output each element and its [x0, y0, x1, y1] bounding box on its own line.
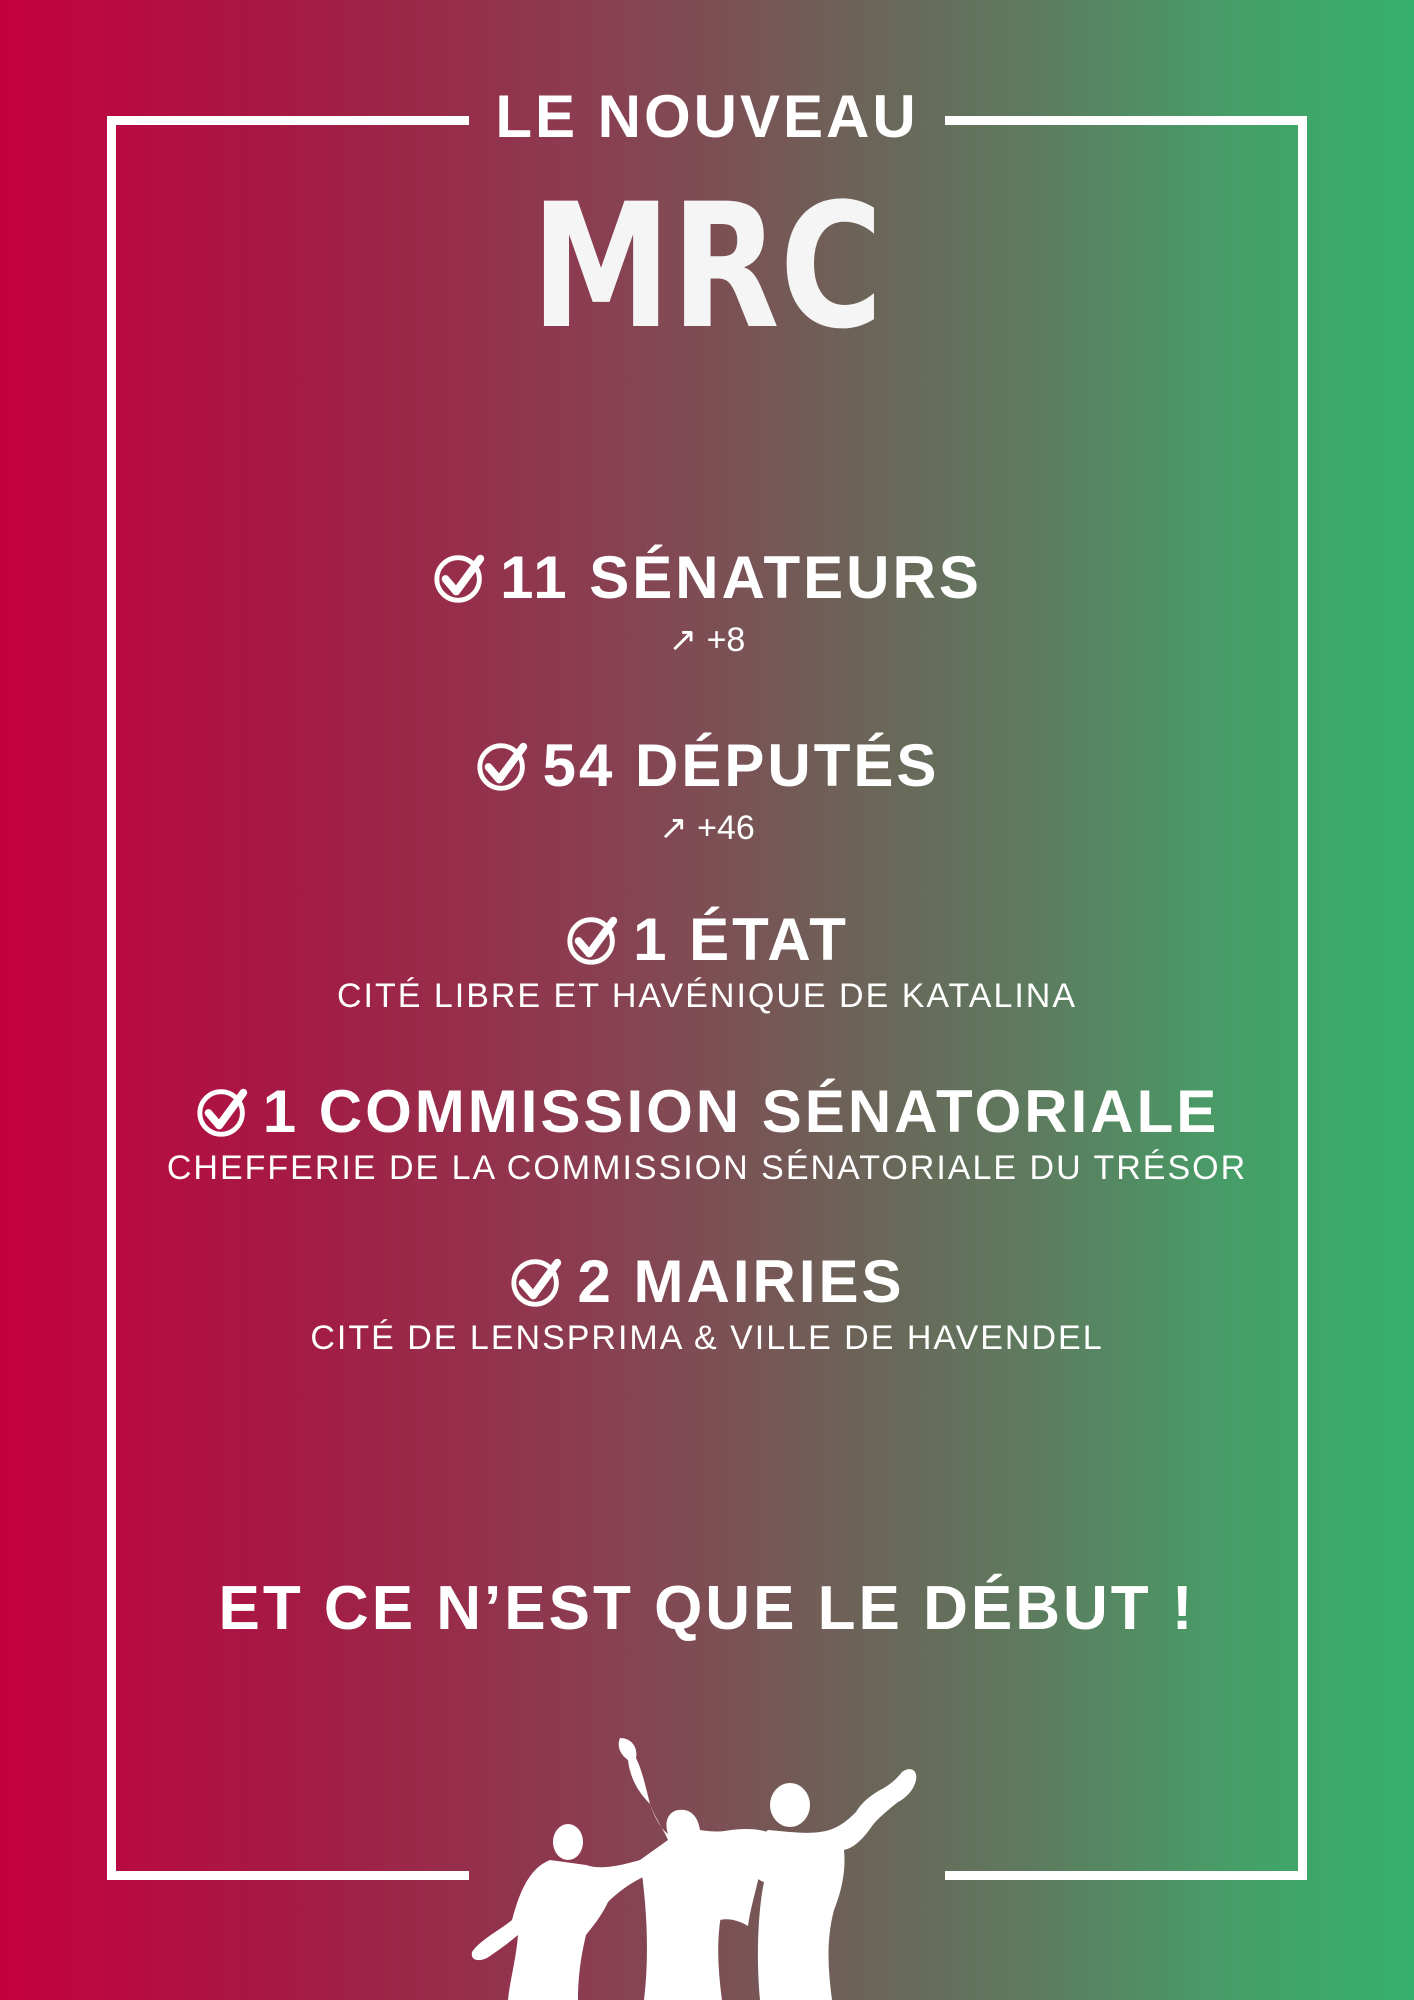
tagline: ET CE N’EST QUE LE DÉBUT !	[218, 1574, 1196, 1643]
stat-mairies	[0, 1250, 1414, 1358]
mrc-logo-text: MRC	[531, 166, 883, 367]
stat-commission	[0, 1080, 1414, 1188]
stat-title: 11 SÉNATEURS	[500, 544, 982, 611]
check-circle-icon	[475, 737, 533, 795]
stat-title: 1 COMMISSION SÉNATORIALE	[262, 1078, 1220, 1145]
check-circle-icon	[432, 549, 490, 607]
stat-title: 2 MAIRIES	[577, 1248, 905, 1315]
check-circle-icon	[195, 1083, 253, 1141]
stat-subtitle: CHEFFERIE DE LA COMMISSION SÉNATORIALE DU TRÉSOR	[166, 1149, 1248, 1187]
stat-senateurs	[0, 546, 1414, 660]
check-circle-icon	[509, 1253, 567, 1311]
stat-title: 54 DÉPUTÉS	[542, 732, 940, 799]
stat-title: 1 ÉTAT	[633, 906, 849, 973]
header-top: LE NOUVEAU	[495, 83, 919, 150]
stat-subtitle: CITÉ DE LENSPRIMA & VILLE DE HAVENDEL	[310, 1319, 1104, 1357]
stat-delta: ↗ +46	[659, 809, 755, 847]
mrc-logo	[0, 166, 1414, 367]
stat-etat	[0, 908, 1414, 1016]
stat-deputes	[0, 734, 1414, 848]
celebrating-people-illustration	[460, 1730, 1000, 2000]
check-circle-icon	[565, 911, 623, 969]
stat-delta: ↗ +8	[668, 621, 746, 659]
stat-subtitle: CITÉ LIBRE ET HAVÉNIQUE DE KATALINA	[336, 977, 1078, 1015]
people-silhouette	[472, 1738, 917, 2000]
mrc-logo-mark	[527, 166, 887, 367]
